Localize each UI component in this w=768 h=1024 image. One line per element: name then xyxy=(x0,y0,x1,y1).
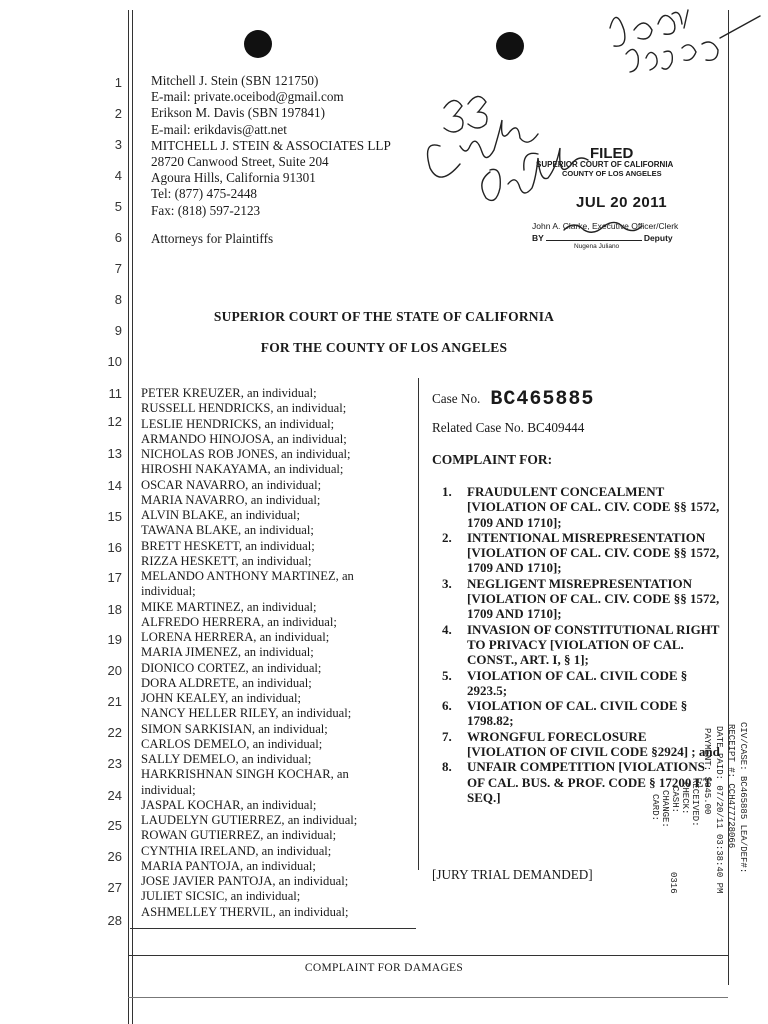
party-entry: NICHOLAS ROB JONES, an individual; xyxy=(141,447,351,461)
attorney-line: Agoura Hills, California 91301 xyxy=(151,170,316,186)
line-number: 11 xyxy=(108,386,122,401)
claim-item xyxy=(442,576,722,622)
line-number: 5 xyxy=(114,199,122,214)
line-number: 15 xyxy=(107,509,122,524)
claim-item xyxy=(442,530,722,576)
stamp-deputy: Deputy xyxy=(643,233,673,243)
line-number: 14 xyxy=(107,478,122,493)
jury-demand: [JURY TRIAL DEMANDED] xyxy=(432,867,593,882)
receipt-line: 0316 xyxy=(668,872,678,894)
line-number: 16 xyxy=(107,540,122,555)
party-entry: BRETT HESKETT, an individual; xyxy=(141,538,315,553)
left-margin-rule-inner xyxy=(132,10,133,1024)
line-number: 12 xyxy=(107,414,122,429)
filed-stamp xyxy=(532,145,732,250)
party-entry: PETER KREUZER, an individual; xyxy=(141,386,317,400)
party-entry: MARIA JIMENEZ, an individual; xyxy=(141,645,314,660)
attorney-line: E-mail: private.oceibod@gmail.com xyxy=(151,89,344,105)
receipt-line: RECEIVED: xyxy=(690,778,700,827)
party-entry: ROWAN GUTIERREZ, an individual; xyxy=(141,828,337,843)
party-entry: RIZZA HESKETT, an individual; xyxy=(141,553,312,568)
line-number: 1 xyxy=(114,75,122,90)
party-entry: JULIET SICSIC, an individual; xyxy=(141,889,301,904)
line-number: 18 xyxy=(107,602,122,617)
receipt-line: CHANGE: xyxy=(660,790,670,828)
case-number xyxy=(432,388,594,411)
party-entry: MIKE MARTINEZ, an individual; xyxy=(141,599,317,614)
party-entry: MARIA PANTOJA, an individual; xyxy=(141,858,316,873)
receipt-line: DATE PAID: 07/20/11 03:38:40 PM xyxy=(714,726,724,894)
party-entry: ASHMELLEY THERVIL, an individual; xyxy=(141,904,349,919)
claim-text: INVASION OF CONSTITUTIONAL RIGHT TO PRIVACY [VIOLATION OF CAL. CONST., ART. I, § 1]; xyxy=(467,621,720,668)
party-entry: MELANDO ANTHONY MARTINEZ, an xyxy=(141,569,354,583)
party-entry: JOHN KEALEY, an individual; xyxy=(141,691,301,705)
claim-text: NEGLIGENT MISREPRESENTATION [VIOLATION OF CAL. CIV. CODE §§ 1572, 1709 AND 1710]; xyxy=(467,575,720,622)
receipt-line: CARD: xyxy=(650,794,660,822)
county-title: FOR THE COUNTY OF LOS ANGELES xyxy=(260,340,508,355)
stamp-court-line2: COUNTY OF LOS ANGELES xyxy=(562,169,662,178)
party-entry: CYNTHIA IRELAND, an individual; xyxy=(141,843,332,858)
stamp-by: BY xyxy=(532,233,544,243)
bottom-rule xyxy=(128,997,728,998)
party-entry: ALVIN BLAKE, an individual; xyxy=(141,508,301,522)
caption-divider xyxy=(418,378,419,870)
attorney-line: Mitchell J. Stein (SBN 121750) xyxy=(151,73,319,88)
claim-number: 1. xyxy=(442,484,452,499)
line-number: 28 xyxy=(107,913,122,928)
line-number: 2 xyxy=(114,106,122,121)
party-entry: HIROSHI NAKAYAMA, an individual; xyxy=(141,462,344,477)
claim-text: WRONGFUL FORECLOSURE [VIOLATION OF CIVIL CODE §2924] ; and xyxy=(467,728,720,760)
related-case: Related Case No. BC409444 xyxy=(432,420,585,435)
party-entry: NANCY HELLER RILEY, an individual; xyxy=(141,706,352,721)
line-number: 20 xyxy=(107,663,122,678)
stamp-by-line xyxy=(532,233,732,243)
attorney-line: 28720 Canwood Street, Suite 204 xyxy=(151,154,329,170)
line-number: 24 xyxy=(107,788,122,803)
line-number: 22 xyxy=(107,725,122,740)
party-entry: ALFREDO HERRERA, an individual; xyxy=(141,614,337,629)
line-number: 26 xyxy=(107,849,122,864)
line-number: 19 xyxy=(107,632,122,647)
party-entry: MARIA NAVARRO, an individual; xyxy=(141,492,321,507)
complaint-for: COMPLAINT FOR: xyxy=(432,452,553,467)
receipt-line: RECEIPT #: CCH477728066 xyxy=(726,724,736,849)
line-number: 25 xyxy=(107,818,122,833)
line-number: 17 xyxy=(107,570,122,585)
line-number: 21 xyxy=(107,694,122,709)
attorney-block xyxy=(151,73,391,219)
stamp-clerk: John A. Clarke, Executive Officer/Clerk xyxy=(532,221,679,231)
party-entry: individual; xyxy=(141,584,196,599)
claim-text: VIOLATION OF CAL. CIVIL CODE § 2923.5; xyxy=(467,667,688,698)
party-entry: JASPAL KOCHAR, an individual; xyxy=(141,797,317,812)
claim-text: VIOLATION OF CAL. CIVIL CODE § 1798.82; xyxy=(467,698,688,729)
attorney-line: Fax: (818) 597-2123 xyxy=(151,202,261,218)
claim-item xyxy=(442,622,722,668)
filed-label: FILED xyxy=(590,145,634,162)
case-no-label: Case No. xyxy=(432,391,481,406)
receipt-line: CIV/CASE: BC465885 LEA/DEF#: xyxy=(738,722,748,874)
party-entry: SIMON SARKISIAN, an individual; xyxy=(141,721,328,736)
claim-item xyxy=(442,668,722,699)
party-entry: LESLIE HENDRICKS, an individual; xyxy=(141,416,335,431)
line-number: 3 xyxy=(114,137,122,152)
line-number: 8 xyxy=(114,292,122,307)
party-entry: LAUDELYN GUTIERREZ, an individual; xyxy=(141,813,358,827)
party-entry: LORENA HERRERA, an individual; xyxy=(141,630,330,644)
claim-number: 8. xyxy=(442,759,452,775)
receipt-line: CASH: xyxy=(670,786,680,814)
party-entry: HARKRISHNAN SINGH KOCHAR, an xyxy=(141,767,349,782)
caption-bottom-rule xyxy=(130,928,416,929)
attorney-line: Erikson M. Davis (SBN 197841) xyxy=(151,105,326,121)
punch-hole-right xyxy=(496,32,524,60)
party-entry: ARMANDO HINOJOSA, an individual; xyxy=(141,431,347,446)
footer-title: COMPLAINT FOR DAMAGES xyxy=(304,962,464,974)
party-entry: OSCAR NAVARRO, an individual; xyxy=(141,477,322,492)
line-number: 13 xyxy=(107,446,122,461)
party-entry: DIONICO CORTEZ, an individual; xyxy=(141,660,322,675)
stamp-deputy-name: Nugena Juliano xyxy=(574,243,620,250)
claim-text: UNFAIR COMPETITION [VIOLATIONS OF CAL. BUS. & PROF. CODE § 17200 ET SEQ.] xyxy=(467,759,712,805)
claim-item xyxy=(442,484,722,530)
claim-text: FRAUDULENT CONCEALMENT [VIOLATION OF CAL. CIV. CODE §§ 1572, 1709 AND 1710]; xyxy=(467,484,720,530)
attorneys-for: Attorneys for Plaintiffs xyxy=(151,231,274,246)
case-no-value: BC465885 xyxy=(490,388,595,411)
line-number: 10 xyxy=(107,354,122,369)
claim-text: INTENTIONAL MISREPRESENTATION [VIOLATION OF CAL. CIV. CODE §§ 1572, 1709 AND 1710]; xyxy=(467,529,720,576)
line-number: 4 xyxy=(114,168,122,183)
attorney-line: Tel: (877) 475-2448 xyxy=(151,186,258,202)
line-number: 7 xyxy=(114,261,122,276)
claim-number: 3. xyxy=(442,575,452,591)
filed-date: JUL 20 2011 xyxy=(576,194,668,211)
party-entry: TAWANA BLAKE, an individual; xyxy=(141,523,314,538)
receipt-line: PAYMENT: $945.00 xyxy=(702,728,712,815)
claim-number: 2. xyxy=(442,529,452,545)
receipt-line: CHECK: xyxy=(680,782,690,815)
line-number: 9 xyxy=(114,323,122,338)
footer-rule xyxy=(128,955,728,956)
attorney-line: E-mail: erikdavis@att.net xyxy=(151,121,287,137)
claim-number: 6. xyxy=(442,698,452,714)
punch-hole-left xyxy=(244,30,272,58)
party-entry: individual; xyxy=(141,782,196,797)
party-entry: RUSSELL HENDRICKS, an individual; xyxy=(141,401,347,416)
party-entry: DORA ALDRETE, an individual; xyxy=(141,675,312,690)
line-number: 6 xyxy=(114,230,122,245)
receipt-stamp xyxy=(640,722,760,922)
claim-number: 7. xyxy=(442,728,452,744)
stamp-court-line1: SUPERIOR COURT OF CALIFORNIA xyxy=(536,160,674,169)
left-margin-rule-outer xyxy=(128,10,129,1024)
party-entry: CARLOS DEMELO, an individual; xyxy=(141,736,323,751)
attorney-line: MITCHELL J. STEIN & ASSOCIATES LLP xyxy=(151,137,391,153)
party-entry: JOSE JAVIER PANTOJA, an individual; xyxy=(141,874,349,888)
party-entry: SALLY DEMELO, an individual; xyxy=(141,752,312,766)
claim-number: 4. xyxy=(442,621,452,637)
line-number: 23 xyxy=(107,756,122,771)
court-title: SUPERIOR COURT OF THE STATE OF CALIFORNIA xyxy=(213,309,555,324)
claim-number: 5. xyxy=(442,667,452,683)
party-list xyxy=(141,386,419,920)
line-number: 27 xyxy=(107,880,122,895)
